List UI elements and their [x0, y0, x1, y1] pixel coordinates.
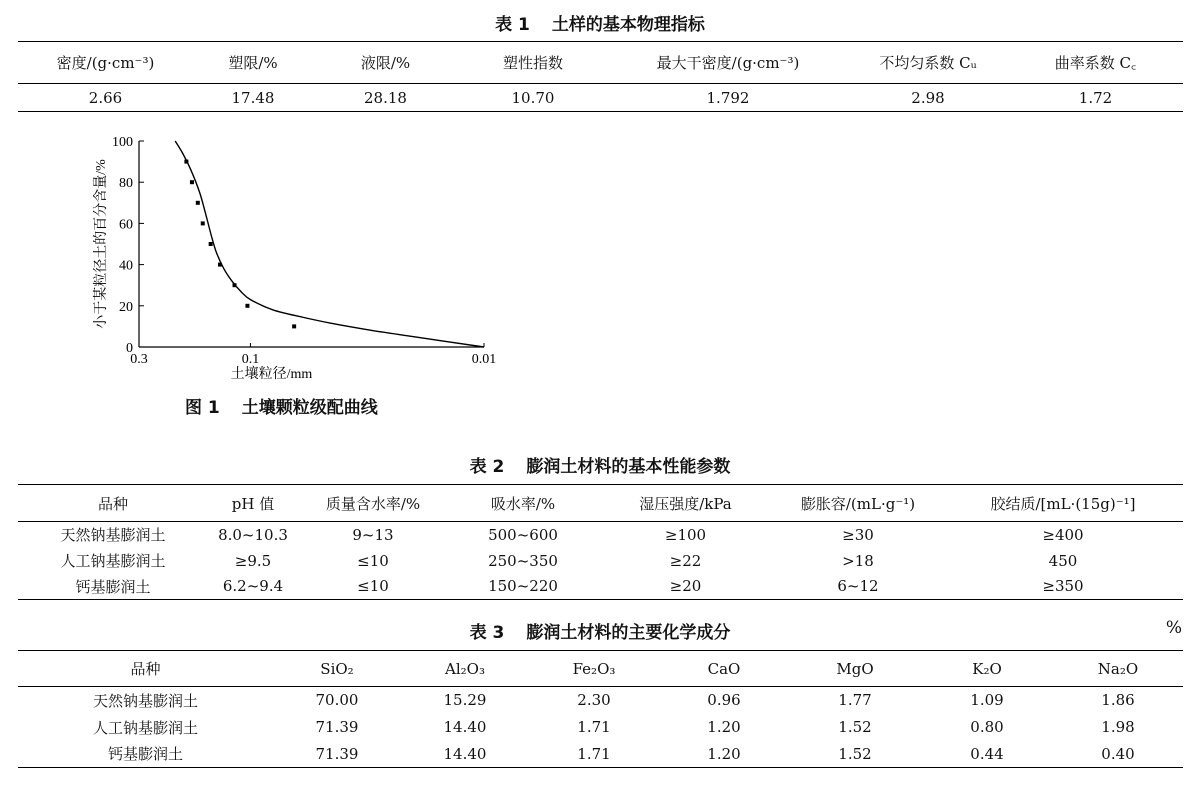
table3-unit: % — [1165, 618, 1182, 638]
table3-cell: 14.40 — [443, 718, 487, 736]
data-point — [184, 160, 188, 164]
table3 — [18, 650, 1183, 768]
table2-header-cell: 胶结质/[mL·(15g)⁻¹] — [990, 494, 1136, 513]
table1-caption-title: 土样的基本物理指标 — [551, 15, 705, 35]
table3-cell: 1.20 — [707, 744, 741, 763]
table3-cell: 1.52 — [838, 744, 872, 763]
y-tick-label: 40 — [119, 258, 133, 274]
table1-caption — [0, 10, 1200, 35]
table3-cell: 15.29 — [443, 691, 487, 710]
table2 — [18, 484, 1183, 600]
table2-cell: ≥9.5 — [234, 551, 272, 570]
table3-header-cell: MgO — [836, 659, 874, 678]
table3-cell: 2.30 — [577, 691, 611, 710]
table2-cell: 6.2~9.4 — [222, 577, 284, 596]
table2-cell: 9~13 — [352, 525, 394, 544]
data-point — [218, 263, 222, 267]
table1-header-cell: 塑限/% — [228, 54, 278, 72]
table1 — [18, 41, 1183, 112]
table3-cell: 0.44 — [970, 744, 1004, 763]
table2-row — [18, 522, 1183, 548]
table2-cell: 250~350 — [488, 551, 558, 570]
table2-header-row — [18, 485, 1183, 522]
table3-caption-number: 表 3 — [469, 623, 505, 643]
table3-header-cell: 品种 — [130, 660, 161, 678]
table2-row — [18, 548, 1183, 574]
table3-cell: 1.20 — [707, 718, 741, 736]
table3-cell: 钙基膨润土 — [107, 745, 183, 764]
table3-cell: 1.71 — [577, 718, 611, 736]
table1-cell: 10.70 — [511, 88, 555, 107]
table2-cell: 钙基膨润土 — [75, 577, 151, 596]
data-point — [209, 242, 213, 246]
table2-cell: ≥100 — [664, 525, 707, 544]
table3-cell: 14.40 — [443, 744, 487, 763]
table3-header-cell: K₂O — [972, 659, 1002, 678]
y-tick-label: 80 — [119, 176, 133, 192]
table3-cell: 0.80 — [970, 718, 1004, 736]
data-point — [245, 304, 249, 308]
table1-header-cell: 曲率系数 C꜀ — [1054, 54, 1137, 72]
y-axis-label: 小于某粒径土的百分含量/% — [94, 159, 109, 329]
data-point — [190, 180, 194, 184]
table2-cell: 150~220 — [488, 577, 558, 596]
table3-row — [18, 741, 1183, 768]
table2-cell: 天然钠基膨润土 — [60, 526, 166, 545]
table3-header-cell: Al₂O₃ — [445, 659, 485, 678]
y-tick-label: 60 — [119, 217, 133, 233]
table2-cell: ≤10 — [357, 577, 389, 596]
table2-cell: ≥350 — [1042, 577, 1084, 596]
table2-cell: ≥400 — [1042, 525, 1084, 544]
table2-row — [18, 574, 1183, 600]
table1-header-cell: 密度/(g·cm⁻³) — [56, 54, 155, 72]
table3-cell: 1.77 — [838, 691, 872, 710]
figure1-caption — [185, 393, 378, 418]
table2-header-cell: 吸水率/% — [490, 494, 556, 513]
table2-cell: 人工钠基膨润土 — [60, 552, 166, 570]
table3-cell: 1.52 — [838, 718, 872, 736]
table2-header-cell: 质量含水率/% — [325, 494, 421, 513]
figure1-caption-title: 土壤颗粒级配曲线 — [241, 398, 378, 418]
table1-cell: 17.48 — [231, 88, 275, 107]
x-axis-label: 土壤粒径/mm — [230, 367, 313, 382]
table2-cell: 8.0~10.3 — [218, 525, 288, 544]
table3-row — [18, 687, 1183, 714]
y-tick-label: 20 — [119, 299, 133, 315]
table2-cell: ≤10 — [357, 551, 389, 570]
grading-curve-line — [175, 141, 484, 347]
table1-header-row — [18, 42, 1183, 84]
x-tick-label: 0.3 — [130, 352, 148, 367]
data-point — [201, 221, 205, 225]
table3-cell: 人工钠基膨润土 — [92, 718, 198, 737]
table3-cell: 71.39 — [315, 718, 359, 736]
table3-cell: 1.86 — [1101, 691, 1135, 710]
table2-cell: ≥30 — [842, 525, 874, 544]
table2-cell: 6~12 — [837, 577, 879, 596]
table3-caption — [0, 618, 1200, 643]
table3-header-cell: Na₂O — [1097, 659, 1139, 678]
table3-cell: 71.39 — [315, 744, 359, 763]
table1-cell: 2.66 — [88, 88, 123, 107]
y-tick-label: 0 — [126, 341, 133, 356]
table1-cell: 2.98 — [911, 88, 945, 107]
table1-cell: 1.792 — [706, 88, 750, 107]
x-tick-label: 0.1 — [241, 352, 260, 367]
table2-caption-title: 膨润土材料的基本性能参数 — [526, 457, 731, 477]
table2-header-cell: 湿压强度/kPa — [639, 494, 732, 513]
table3-header-row — [18, 651, 1183, 687]
table2-cell: 500~600 — [488, 525, 558, 544]
table1-header-cell: 最大干密度/(g·cm⁻³) — [656, 54, 800, 72]
table2-cell: ≥22 — [669, 551, 702, 570]
data-point — [292, 324, 296, 328]
table3-cell: 0.40 — [1101, 744, 1135, 763]
table3-header-cell: SiO₂ — [320, 659, 354, 678]
table2-cell: 450 — [1048, 551, 1078, 570]
table3-caption-title: 膨润土材料的主要化学成分 — [526, 623, 731, 643]
table1-cell: 28.18 — [364, 88, 407, 107]
grading-curve-chart — [88, 128, 518, 388]
data-point — [196, 201, 200, 205]
table3-cell: 70.00 — [315, 691, 359, 710]
table3-cell: 1.09 — [970, 691, 1004, 710]
table3-cell: 1.98 — [1101, 718, 1135, 736]
table2-caption-number: 表 2 — [469, 457, 505, 477]
table3-cell: 天然钠基膨润土 — [92, 691, 198, 710]
table2-caption — [0, 452, 1200, 477]
table2-header-cell: pH 值 — [231, 494, 275, 513]
table1-header-cell: 液限/% — [360, 54, 411, 72]
x-tick-label: 0.01 — [471, 352, 497, 367]
table1-row — [18, 84, 1183, 112]
table1-header-cell: 不均匀系数 Cᵤ — [879, 54, 977, 72]
table3-header-cell: CaO — [707, 659, 741, 678]
table2-header-cell: 品种 — [97, 494, 128, 513]
table3-header-cell: Fe₂O₃ — [572, 659, 616, 678]
table3-cell: 1.71 — [577, 744, 611, 763]
table3-cell: 0.96 — [707, 691, 741, 710]
table1-caption-number: 表 1 — [495, 15, 530, 35]
table2-cell: ≥20 — [669, 577, 702, 596]
table3-row — [18, 714, 1183, 741]
table1-cell: 1.72 — [1078, 88, 1113, 107]
table2-header-cell: 膨胀容/(mL·g⁻¹) — [800, 494, 916, 513]
y-tick-label: 100 — [112, 135, 133, 150]
table2-cell: >18 — [842, 551, 874, 570]
data-point — [233, 283, 237, 287]
table1-header-cell: 塑性指数 — [502, 54, 563, 72]
figure1-caption-number: 图 1 — [185, 398, 220, 418]
